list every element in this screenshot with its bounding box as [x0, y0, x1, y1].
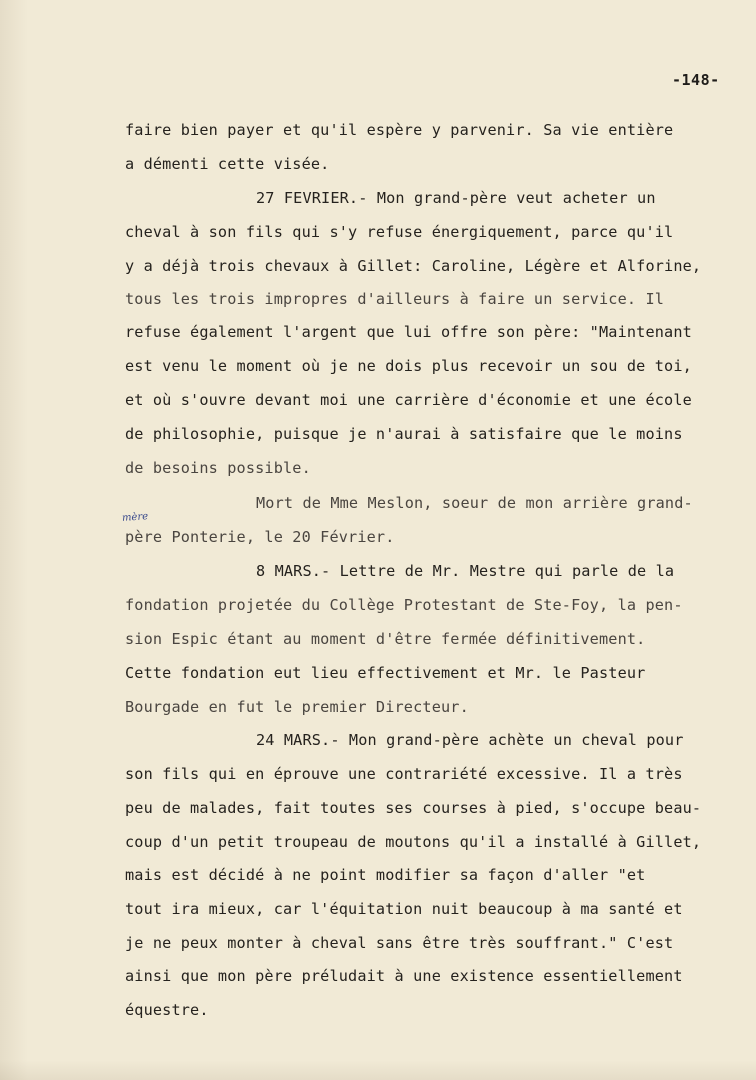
text-line: ainsi que mon père préludait à une existence essentiellement	[125, 967, 683, 985]
text-line: Cette fondation eut lieu effectivement et Mr. le Pasteur	[125, 664, 646, 682]
text-line: refuse également l'argent que lui offre son père: "Maintenant	[125, 323, 692, 341]
text-line: 24 MARS.- Mon grand-père achète un cheval pour	[256, 731, 684, 749]
text-line: de philosophie, puisque je n'aurai à satisfaire que le moins	[125, 425, 683, 443]
text-line: 27 FEVRIER.- Mon grand-père veut acheter un	[256, 189, 656, 207]
text-line: fondation projetée du Collège Protestant de Ste-Foy, la pen-	[125, 596, 683, 614]
text-line: 8 MARS.- Lettre de Mr. Mestre qui parle de la	[256, 562, 675, 580]
handwritten-annotation: mère	[121, 511, 149, 524]
text-line: peu de malades, fait toutes ses courses à pied, s'occupe beau-	[125, 799, 702, 817]
text-line: père Ponterie, le 20 Février.	[125, 528, 395, 546]
text-line: Mort de Mme Meslon, soeur de mon arrière grand-	[256, 494, 693, 512]
text-line: coup d'un petit troupeau de moutons qu'il a installé à Gillet,	[125, 833, 702, 851]
text-line: sion Espic étant au moment d'être fermée définitivement.	[125, 630, 646, 648]
text-line: son fils qui en éprouve une contrariété excessive. Il a très	[125, 765, 683, 783]
text-line: est venu le moment où je ne dois plus recevoir un sou de toi,	[125, 357, 692, 375]
text-line: tout ira mieux, car l'équitation nuit beaucoup à ma santé et	[125, 900, 683, 918]
text-line: et où s'ouvre devant moi une carrière d'économie et une école	[125, 391, 692, 409]
text-line: Bourgade en fut le premier Directeur.	[125, 698, 469, 716]
text-line: a démenti cette visée.	[125, 155, 330, 173]
text-line: tous les trois impropres d'ailleurs à faire un service. Il	[125, 290, 665, 308]
text-line: équestre.	[125, 1001, 209, 1019]
text-line: je ne peux monter à cheval sans être très souffrant." C'est	[125, 934, 674, 952]
text-line: cheval à son fils qui s'y refuse énergiquement, parce qu'il	[125, 223, 674, 241]
text-line: de besoins possible.	[125, 459, 311, 477]
text-line: y a déjà trois chevaux à Gillet: Caroline, Légère et Alforine,	[125, 257, 702, 275]
text-line: faire bien payer et qu'il espère y parvenir. Sa vie entière	[125, 121, 674, 139]
text-line: mais est décidé à ne point modifier sa façon d'aller "et	[125, 866, 646, 884]
page-number: -148-	[672, 71, 720, 89]
